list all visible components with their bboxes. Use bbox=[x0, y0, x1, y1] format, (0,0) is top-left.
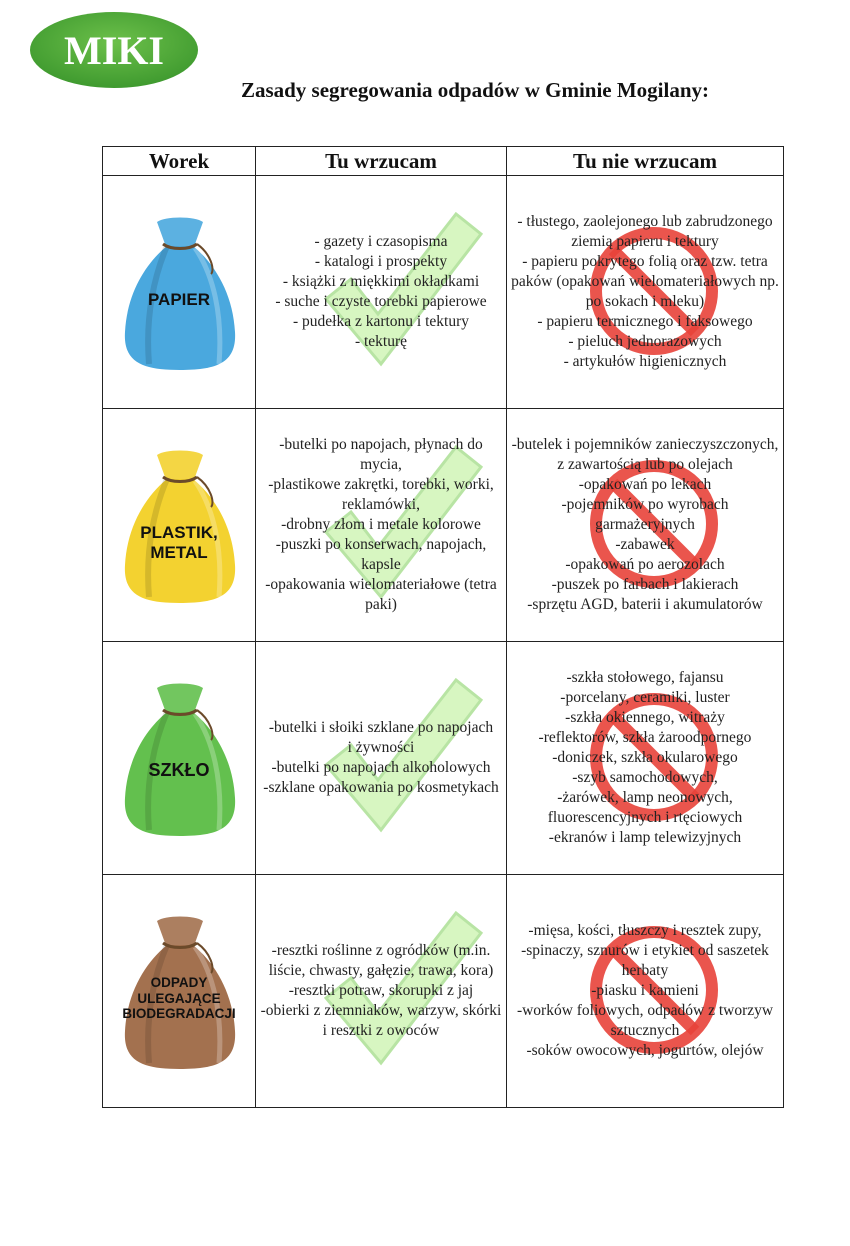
bag-label-line: PAPIER bbox=[147, 290, 211, 309]
list-item: -szkła stołowego, fajansu bbox=[566, 669, 724, 686]
list-item: -spinaczy, sznurów i etykiet od saszetek herbaty bbox=[521, 942, 769, 979]
bag-cell bbox=[103, 642, 256, 875]
list-item: -szkła okiennego, witraży bbox=[565, 709, 725, 726]
table-row bbox=[103, 409, 784, 642]
list-item: -szyb samochodowych, bbox=[572, 769, 718, 786]
allowed-list bbox=[256, 941, 506, 1041]
list-item: - pieluch jednorazowych bbox=[568, 333, 722, 350]
allowed-list bbox=[256, 718, 506, 798]
forbidden-cell bbox=[507, 409, 784, 642]
list-item: -pojemników po wyrobach garmażeryjnych bbox=[561, 496, 729, 533]
list-item: -piasku i kamieni bbox=[591, 982, 699, 999]
allowed-list bbox=[256, 435, 506, 615]
list-item: -zabawek bbox=[615, 536, 675, 553]
bag-label-line: SZKŁO bbox=[148, 760, 210, 780]
bag-cell bbox=[103, 875, 256, 1108]
allowed-cell bbox=[256, 409, 507, 642]
list-item: - papieru termicznego i faksowego bbox=[537, 313, 753, 330]
list-item: -obierki z ziemniaków, warzyw, skórki i resztki z owoców bbox=[260, 1002, 502, 1039]
logo-text: MIKI bbox=[64, 28, 164, 73]
list-item: -puszki po konserwach, napojach, kapsle bbox=[275, 536, 487, 573]
allowed-cell bbox=[256, 642, 507, 875]
header-forbidden: Tu nie wrzucam bbox=[507, 147, 784, 176]
list-item: - tłustego, zaolejonego lub zabrudzonego ziemią papieru i tektury bbox=[517, 213, 773, 250]
list-item: -butelki po napojach, płynach do mycia, bbox=[279, 436, 483, 473]
bag-label bbox=[103, 290, 255, 310]
list-item: -worków foliowych, odpadów z tworzyw sztucznych bbox=[516, 1002, 774, 1039]
bag-label-line: PLASTIK, bbox=[140, 523, 218, 542]
list-item: -sprzętu AGD, baterii i akumulatorów bbox=[527, 596, 763, 613]
list-item: -mięsa, kości, tłuszczy i resztek zupy, bbox=[528, 922, 762, 939]
list-item: -opakowań po aerozolach bbox=[565, 556, 725, 573]
forbidden-cell bbox=[507, 176, 784, 409]
list-item: i żywności bbox=[347, 739, 415, 756]
table-row bbox=[103, 875, 784, 1108]
forbidden-list bbox=[507, 212, 783, 372]
list-item: - artykułów higienicznych bbox=[563, 353, 727, 370]
page-title: Zasady segregowania odpadów w Gminie Mogilany: bbox=[240, 78, 710, 102]
bag-label-line: ODPADY bbox=[150, 975, 208, 990]
waste-sorting-table bbox=[102, 146, 784, 1108]
bag-label bbox=[103, 975, 255, 1022]
header-allowed: Tu wrzucam bbox=[256, 147, 507, 176]
allowed-list bbox=[256, 232, 506, 352]
list-item: -opakowań po lekach bbox=[578, 476, 712, 493]
list-item: -puszek po farbach i lakierach bbox=[551, 576, 739, 593]
list-item: -ekranów i lamp telewizyjnych bbox=[548, 829, 742, 846]
list-item: -opakowania wielomateriałowe (tetra paki) bbox=[265, 576, 497, 613]
list-item: -doniczek, szkła okularowego bbox=[552, 749, 738, 766]
table-header-row bbox=[103, 147, 784, 176]
list-item: - papieru pokrytego folią oraz tzw. tetra paków (opakowań wielomateriałowych np. po sokach i mleku) bbox=[511, 253, 779, 310]
table-row bbox=[103, 642, 784, 875]
forbidden-cell bbox=[507, 875, 784, 1108]
list-item: -butelki po napojach alkoholowych bbox=[271, 759, 491, 776]
list-item: - pudełka z kartonu i tektury bbox=[292, 313, 470, 330]
bag-label-line: METAL bbox=[150, 542, 208, 562]
list-item: -resztki roślinne z ogródków (m.in. liście, chwasty, gałęzie, trawa, kora) bbox=[268, 942, 494, 979]
forbidden-list bbox=[507, 435, 783, 615]
bag-cell bbox=[103, 176, 256, 409]
forbidden-list bbox=[507, 921, 783, 1061]
allowed-cell bbox=[256, 176, 507, 409]
bag-label-line: BIODEGRADACJI bbox=[122, 1006, 236, 1022]
list-item: -soków owocowych, jogurtów, olejów bbox=[526, 1042, 764, 1059]
list-item: - suche i czyste torebki papierowe bbox=[275, 293, 487, 310]
list-item: -żarówek, lamp neonowych, fluorescencyjnych i rtęciowych bbox=[547, 789, 743, 826]
list-item: -szklane opakowania po kosmetykach bbox=[263, 779, 499, 796]
bag-label bbox=[103, 760, 255, 781]
list-item: -butelki i słoiki szklane po napojach bbox=[268, 719, 494, 736]
list-item: -porcelany, ceramiki, luster bbox=[560, 689, 730, 706]
table-row bbox=[103, 176, 784, 409]
list-item: - tekturę bbox=[354, 333, 408, 350]
bag-cell bbox=[103, 409, 256, 642]
list-item: -butelek i pojemników zanieczyszczonych, z zawartością lub po olejach bbox=[511, 436, 779, 473]
forbidden-cell bbox=[507, 642, 784, 875]
list-item: -resztki potraw, skorupki z jaj bbox=[288, 982, 474, 999]
list-item: - katalogi i prospekty bbox=[314, 253, 448, 270]
bag-label bbox=[103, 523, 255, 562]
header-bag: Worek bbox=[103, 147, 256, 176]
list-item: -drobny złom i metale kolorowe bbox=[281, 516, 481, 533]
list-item: - książki z miękkimi okładkami bbox=[282, 273, 480, 290]
allowed-cell bbox=[256, 875, 507, 1108]
list-item: -reflektorów, szkła żaroodpornego bbox=[538, 729, 752, 746]
list-item: -plastikowe zakrętki, torebki, worki, reklamówki, bbox=[268, 476, 494, 513]
list-item: - gazety i czasopisma bbox=[314, 233, 448, 250]
forbidden-list bbox=[507, 668, 783, 848]
bag-label-line: ULEGAJĄCE bbox=[137, 990, 221, 1006]
